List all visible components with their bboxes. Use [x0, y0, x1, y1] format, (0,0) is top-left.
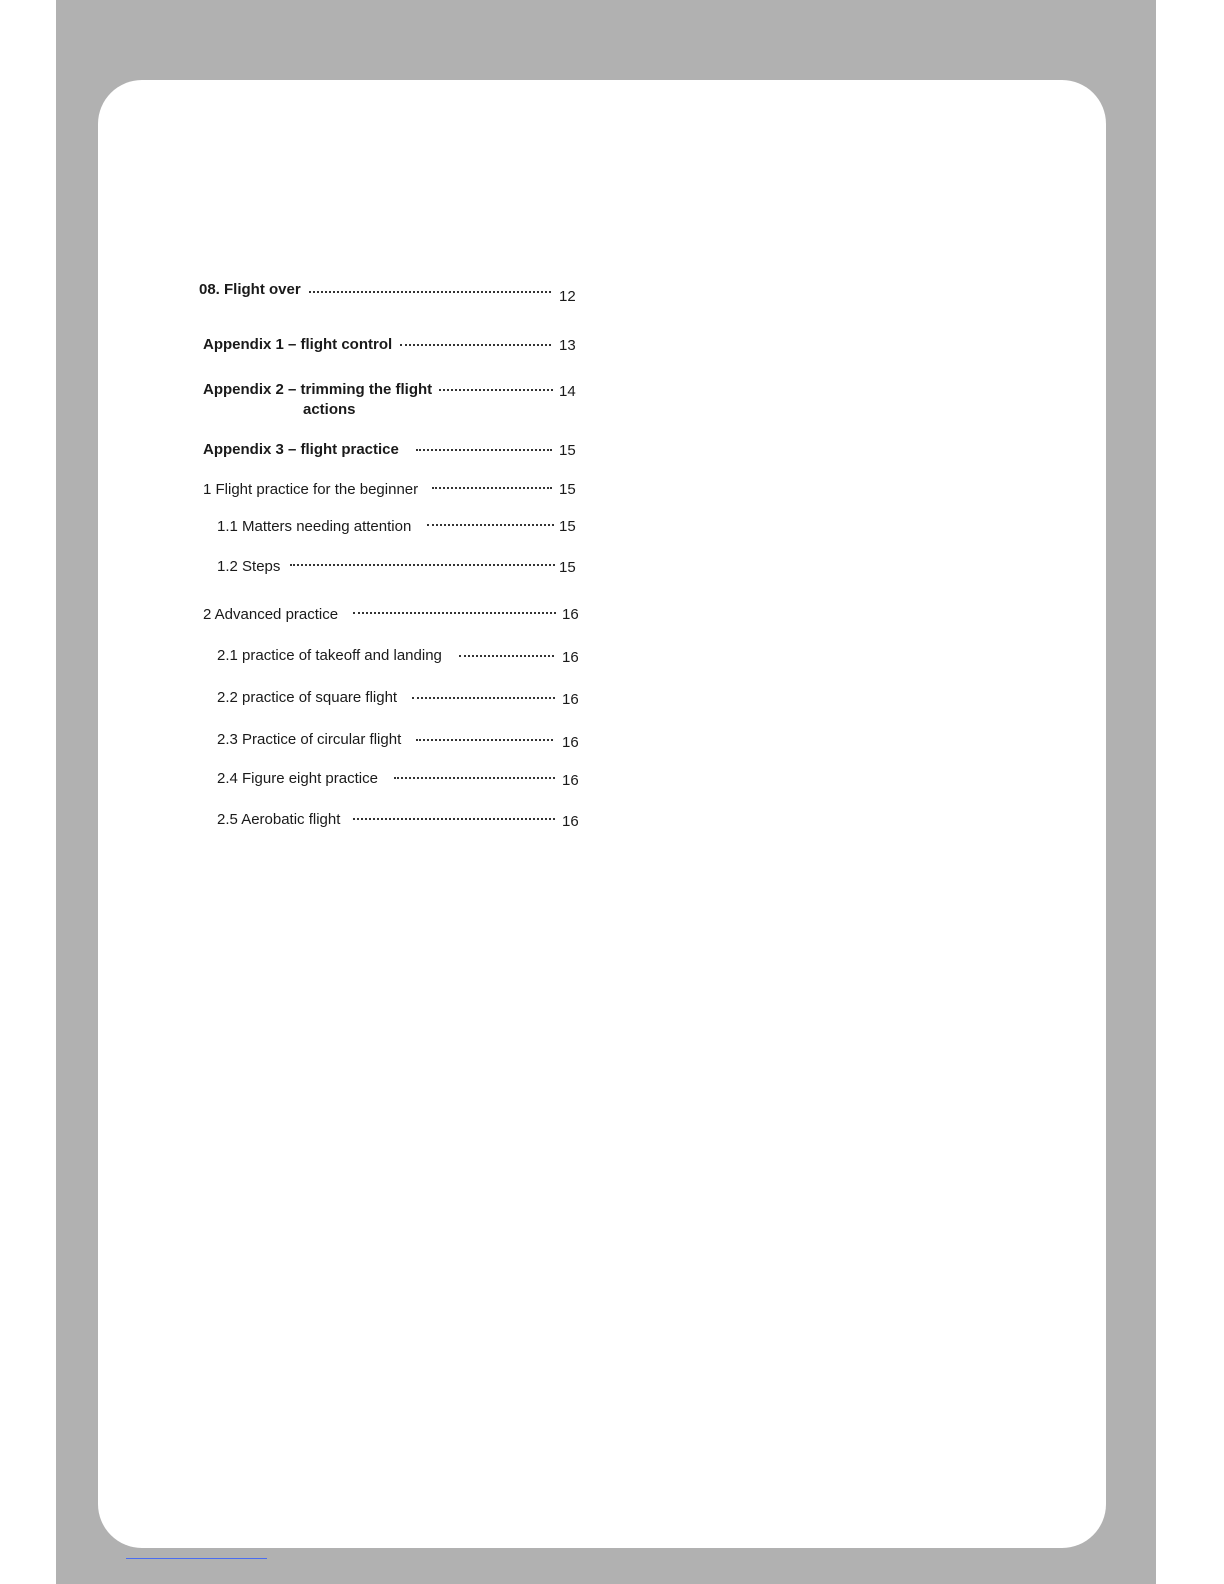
toc-entry-title: 2.1 practice of takeoff and landing: [217, 647, 442, 664]
toc-entry-section-1-2[interactable]: [217, 558, 597, 580]
toc-entry-title: Appendix 2 – trimming the flight: [203, 381, 433, 398]
toc-entry-title: Appendix 3 – flight practice: [203, 441, 399, 458]
toc-page-number: 15: [559, 481, 576, 498]
toc-leader-dots: [439, 389, 553, 391]
toc-entry-title: 1.2 Steps: [217, 558, 281, 575]
toc-entry-title: 1 Flight practice for the beginner: [203, 481, 419, 498]
toc-entry-title: 2.4 Figure eight practice: [217, 770, 378, 787]
toc-leader-dots: [353, 612, 556, 614]
toc-entry-flight-over[interactable]: [199, 281, 579, 303]
toc-entry-section-1-1[interactable]: [217, 518, 597, 540]
toc-leader-dots: [400, 344, 551, 346]
toc-leader-dots: [290, 564, 555, 566]
toc-entry-title: 08. Flight over: [199, 281, 301, 298]
toc-page-number: 16: [562, 691, 579, 708]
toc-page-number: 15: [559, 559, 576, 576]
toc-leader-dots: [353, 818, 555, 820]
toc-page-number: 15: [559, 518, 576, 535]
toc-entry-section-2-2[interactable]: [217, 689, 597, 711]
toc-entry-section-2-3[interactable]: [217, 731, 597, 753]
toc-entry-section-2[interactable]: [203, 606, 583, 628]
toc-page-number: 16: [562, 606, 579, 623]
toc-page-number: 16: [562, 813, 579, 830]
toc-page-number: 14: [559, 383, 576, 400]
toc-leader-dots: [394, 777, 555, 779]
toc-entry-appendix-1[interactable]: [203, 336, 583, 358]
toc-entry-title: 2.3 Practice of circular flight: [217, 731, 402, 748]
toc-leader-dots: [416, 739, 553, 741]
toc-entry-section-2-1[interactable]: [217, 647, 597, 669]
toc-leader-dots: [412, 697, 555, 699]
toc-leader-dots: [432, 487, 552, 489]
toc-entry-title: 2.2 practice of square flight: [217, 689, 398, 706]
toc-page-number: 16: [562, 649, 579, 666]
toc-page-number: 16: [562, 772, 579, 789]
toc-entry-section-2-5[interactable]: [217, 811, 597, 833]
toc-entry-title-continued: actions: [303, 401, 356, 418]
toc-entry-title: 1.1 Matters needing attention: [217, 518, 412, 535]
toc-leader-dots: [309, 291, 551, 293]
toc-entry-title: 2.5 Aerobatic flight: [217, 811, 341, 828]
toc-leader-dots: [427, 524, 554, 526]
toc-leader-dots: [416, 449, 552, 451]
toc-entry-appendix-3[interactable]: [203, 441, 583, 463]
toc-page-number: 12: [559, 288, 576, 305]
toc-entry-title: Appendix 1 – flight control: [203, 336, 393, 353]
toc-leader-dots: [459, 655, 554, 657]
toc-entry-section-2-4[interactable]: [217, 770, 597, 792]
toc-page-number: 13: [559, 337, 576, 354]
toc-entry-title: 2 Advanced practice: [203, 606, 339, 623]
toc-page-number: 15: [559, 442, 576, 459]
toc-page-number: 16: [562, 734, 579, 751]
toc-entry-section-1[interactable]: [203, 481, 583, 503]
toc-entry-appendix-2[interactable]: [203, 381, 583, 423]
